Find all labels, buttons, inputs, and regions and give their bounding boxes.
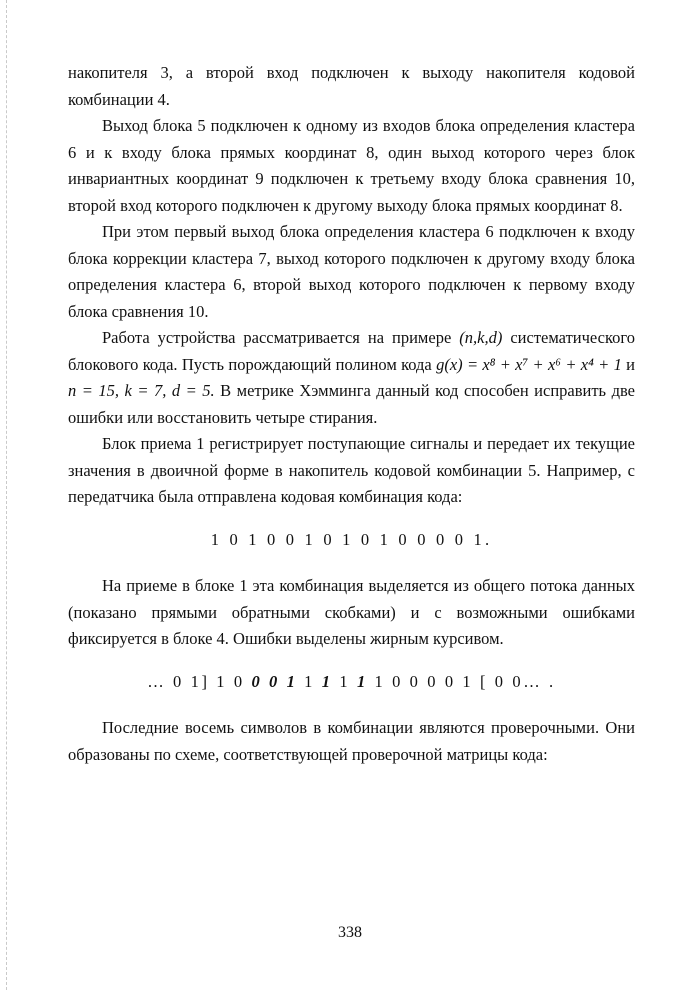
received-codeword [68, 669, 635, 696]
paragraph-block5: Выход блока 5 подключен к одному из входов блока определения кластера 6 и к входу блока прямых координат 8, один выход которого через блок инвариантных координат 9 подключен к третьему входу блока сравнения 10, второй вход которого подключен к другому выходу блока прямых координат 8. [68, 116, 635, 215]
work-start: Работа устройства рассматривается на примере [102, 328, 452, 347]
sent-codeword: 1 0 1 0 0 1 0 1 0 1 0 0 0 0 1. [210, 529, 493, 549]
param-n: n = 15, [68, 381, 120, 400]
error-bit-2: 1 [321, 671, 333, 691]
paragraph-receive: Блок приема 1 регистрирует поступающие сигналы и передает их текущие значения в двоичной форме в накопитель кодовой комбинации 5. Например, с передатчика была отправлена кодовая комбинация кода: [68, 434, 635, 506]
error-bit-3: 1 [356, 671, 368, 691]
code-params: (n,k,d) [459, 328, 503, 347]
received-part-4: 1 0 0 0 0 1 [ 0 0… . [367, 671, 556, 691]
work-middle: систематического блокового кода. Пусть порождающий полином кода [68, 328, 636, 374]
document-page [68, 60, 635, 768]
work-end: В метрике Хэмминга данный код способен исправить две ошибки или восстановить четыре стирания. [68, 381, 635, 427]
received-part-3: 1 [332, 671, 357, 691]
param-k: k = 7, [124, 381, 167, 400]
conjunction: и [626, 354, 635, 374]
generator-polynomial: g(x) = x⁸ + x⁷ + x⁶ + x⁴ + 1 [436, 354, 622, 374]
page-number: 338 [338, 924, 362, 941]
param-d: d = 5. [171, 381, 215, 400]
paragraph-work [68, 325, 635, 431]
paragraph-check-symbols: Последние восемь символов в комбинации являются проверочными. Они образованы по схеме, соответствующей проверочной матрицы кода: [68, 718, 635, 764]
paragraph-cluster: При этом первый выход блока определения кластера 6 подключен к входу блока коррекции кластера 7, выход которого подключен к другому входу блока определения кластера 6, второй выход которого подключен к первому входу блока сравнения 10. [68, 222, 635, 321]
error-bits-1: 0 0 1 [251, 671, 298, 691]
paragraph-errors: На приеме в блоке 1 эта комбинация выделяется из общего потока данных (показано прямыми обратными скобками) и с возможными ошибками фиксируется в блоке 4. Ошибки выделены жирным курсивом. [68, 576, 635, 648]
paragraph-continuation: накопителя 3, а второй вход подключен к выходу накопителя кодовой комбинации 4. [68, 63, 635, 109]
received-part-2: 1 [297, 671, 322, 691]
received-part-1: … 0 1] 1 0 [147, 671, 252, 691]
page-edge [6, 0, 7, 990]
